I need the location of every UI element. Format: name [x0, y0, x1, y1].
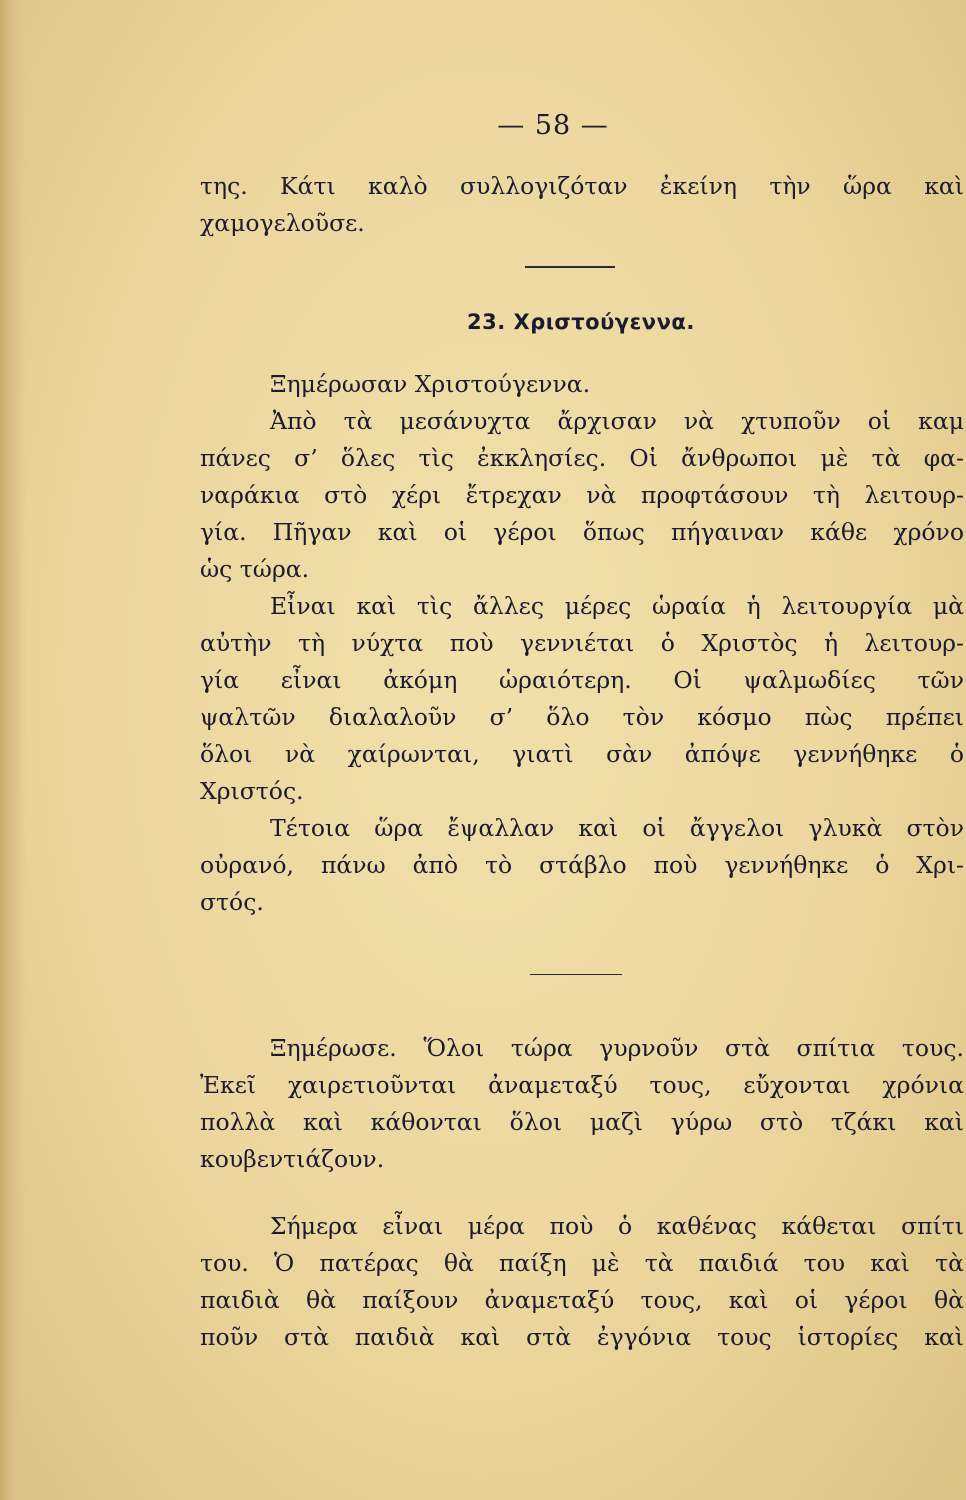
- page-edge-shadow: [0, 0, 26, 1500]
- text-line: Εἶναι καὶ τὶς ἄλλες μέρες ὡραία ἡ λειτουργία μὰ: [270, 592, 964, 620]
- following-paragraph: [200, 1208, 964, 1356]
- text-line: στός.: [200, 888, 264, 916]
- text-line: Ξημέρωσαν Χριστούγεννα.: [270, 370, 591, 398]
- text-line: οὐρανό, πάνω ἀπὸ τὸ στάβλο ποὺ γεννήθηκε ὁ Χρι-: [200, 851, 964, 879]
- text-line: Χριστός.: [200, 777, 304, 805]
- text-line: γία εἶναι ἀκόμη ὡραιότερη. Οἱ ψαλμωδίες τῶν: [200, 666, 964, 694]
- text-line: ὅλοι νὰ χαίρωνται, γιατὶ σὰν ἀπόψε γεννήθηκε ὁ: [200, 740, 964, 768]
- text-line: της. Κάτι καλὸ συλλογιζόταν ἐκείνη τὴν ὥρα καὶ: [200, 172, 964, 200]
- page-number: — 58 —: [497, 110, 609, 141]
- text-line: Τέτοια ὥρα ἔψαλλαν καὶ οἱ ἄγγελοι γλυκὰ στὸν: [270, 814, 964, 842]
- text-line: γία. Πῆγαν καὶ οἱ γέροι ὅπως πήγαιναν κάθε χρόνο: [200, 518, 964, 546]
- section-divider: [525, 266, 615, 268]
- section-heading: 23. Χριστούγεννα.: [467, 310, 695, 334]
- text-line: πάνες σ’ ὅλες τὶς ἐκκλησίες. Οἱ ἄνθρωποι μὲ τὰ φα-: [200, 444, 964, 472]
- text-line: Ἐκεῖ χαιρετιοῦνται ἀναμεταξύ τους, εὔχονται χρόνια: [200, 1071, 964, 1099]
- section-23-body: [200, 366, 964, 921]
- previous-section-text: [200, 168, 964, 242]
- text-line: πολλὰ καὶ κάθονται ὅλοι μαζὶ γύρω στὸ τζάκι καὶ: [200, 1108, 964, 1136]
- text-line: Ἀπὸ τὰ μεσάνυχτα ἄρχισαν νὰ χτυποῦν οἱ καμ: [270, 407, 964, 435]
- text-line: αὐτὴν τὴ νύχτα ποὺ γεννιέται ὁ Χριστὸς ἡ λειτουρ-: [200, 629, 964, 657]
- text-line: Σήμερα εἶναι μέρα ποὺ ὁ καθένας κάθεται σπίτι: [270, 1212, 964, 1240]
- text-line: ναράκια στὸ χέρι ἔτρεχαν νὰ προφτάσουν τὴ λειτουρ-: [200, 481, 964, 509]
- text-line: ὡς τώρα.: [200, 555, 310, 583]
- text-line: κουβεντιάζουν.: [200, 1145, 385, 1173]
- text-line: ποῦν στὰ παιδιὰ καὶ στὰ ἐγγόνια τους ἱστορίες καὶ: [200, 1323, 964, 1351]
- section-divider: [530, 974, 622, 975]
- text-line: του. Ὁ πατέρας θὰ παίξη μὲ τὰ παιδιά του καὶ τὰ: [200, 1249, 964, 1277]
- text-line: Ξημέρωσε. Ὅλοι τώρα γυρνοῦν στὰ σπίτια τους.: [270, 1034, 964, 1062]
- text-line: χαμογελοῦσε.: [200, 209, 365, 237]
- text-line: ψαλτῶν διαλαλοῦν σ’ ὅλο τὸν κόσμο πὼς πρέπει: [200, 703, 964, 731]
- following-paragraph: [200, 1030, 964, 1178]
- text-line: παιδιὰ θὰ παίξουν ἀναμεταξύ τους, καὶ οἱ γέροι θὰ: [200, 1286, 964, 1314]
